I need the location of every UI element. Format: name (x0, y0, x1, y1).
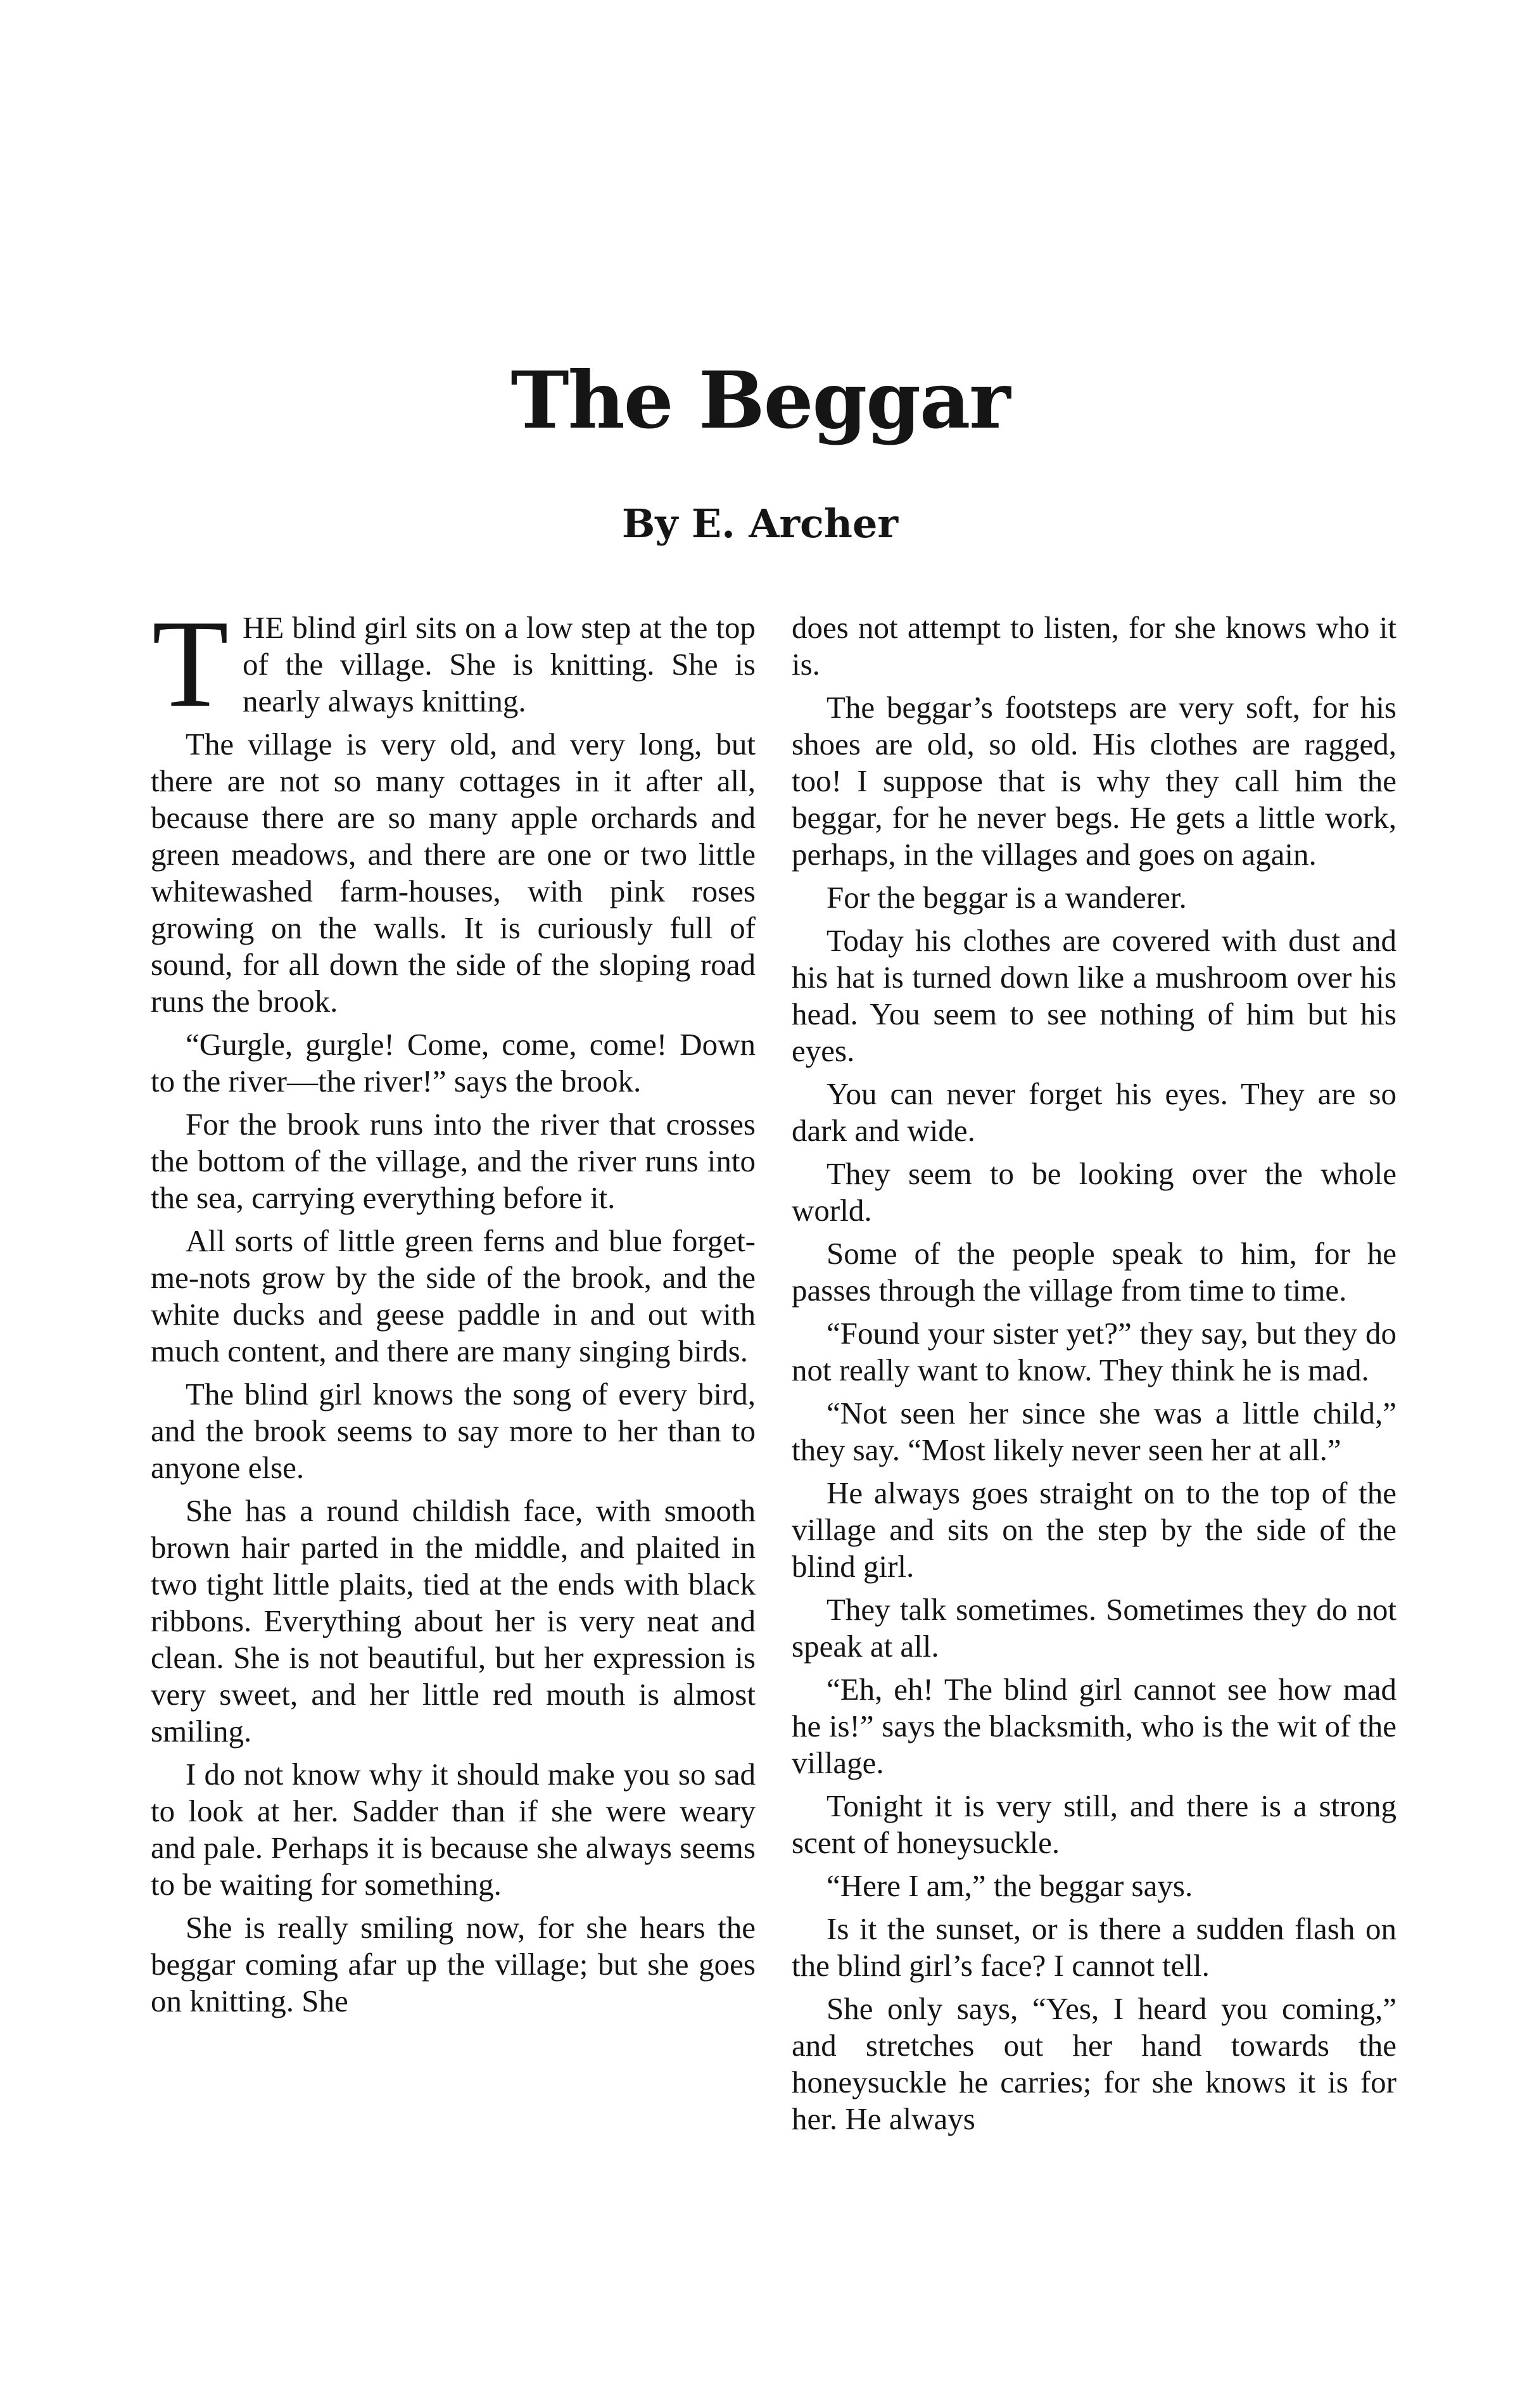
paragraph: “Gurgle, gurgle! Come, come, come! Down to the river—the river!” says the brook. (151, 1027, 756, 1099)
drop-cap: T (152, 594, 229, 733)
paragraph: You can never forget his eyes. They are so dark and wide. (792, 1076, 1396, 1148)
paragraph: All sorts of little green ferns and blue forget-me-nots grow by the side of the brook, and the white ducks and geese paddle in and out with much content, and there are many singing birds. (151, 1223, 756, 1368)
paragraph: Some of the people speak to him, for he passes through the village from time to time. (792, 1236, 1396, 1308)
paragraph: She only says, “Yes, I heard you coming,” and stretches out her hand towards the honeysuckle he carries; for she knows it is for her. He always (792, 1991, 1396, 2136)
paragraph: The village is very old, and very long, but there are not so many cottages in it after all, because there are so many apple orchards and green meadows, and there are one or two little whitewashed farm-houses, with pink roses growing on the walls. It is curiously full of sound, for all down the side of the sloping road runs the brook. (151, 727, 756, 1019)
paragraph: They talk sometimes. Sometimes they do not speak at all. (792, 1592, 1396, 1664)
continued-paragraph: does not attempt to listen, for she knows who it is. (792, 610, 1396, 682)
paragraph: Is it the sunset, or is there a sudden flash on the blind girl’s face? I cannot tell. (792, 1911, 1396, 1983)
left-column (151, 594, 756, 2026)
paragraph: Tonight it is very still, and there is a strong scent of honeysuckle. (792, 1788, 1396, 1860)
paragraph: For the brook runs into the river that crosses the bottom of the village, and the river runs into the sea, carrying everything before it. (151, 1107, 756, 1215)
paragraph: The blind girl knows the song of every bird, and the brook seems to say more to her than to anyone else. (151, 1377, 756, 1485)
paragraph: He always goes straight on to the top of the village and sits on the step by the side of the blind girl. (792, 1475, 1396, 1584)
article-title: The Beggar (510, 355, 1010, 447)
paragraph: She is really smiling now, for she hears the beggar coming afar up the village; but she goes on knitting. She (151, 1910, 756, 2018)
paragraph: For the beggar is a wanderer. (826, 880, 1187, 915)
article-byline: By E. Archer (621, 500, 899, 547)
paragraph: Today his clothes are covered with dust and his hat is turned down like a mushroom over his head. You seem to see nothing of him but his eyes. (792, 923, 1396, 1068)
opening-paragraph (151, 594, 756, 733)
paragraph: I do not know why it should make you so sad to look at her. Sadder than if she were weary and pale. Perhaps it is because she always seems to be waiting for something. (151, 1757, 756, 1902)
paragraph: “Not seen her since she was a little child,” they say. “Most likely never seen her at all.” (792, 1396, 1396, 1467)
paragraph: She has a round childish face, with smooth brown hair parted in the middle, and plaited in two tight little plaits, tied at the ends with black ribbons. Everything about her is very neat and clean. She is not beautiful, but her expression is very sweet, and her little red mouth is almost smiling. (151, 1493, 756, 1749)
paragraph: They seem to be looking over the whole world. (792, 1156, 1396, 1228)
paragraph: “Eh, eh! The blind girl cannot see how mad he is!” says the blacksmith, who is the wit of the village. (792, 1672, 1396, 1780)
paragraph: The beggar’s footsteps are very soft, for his shoes are old, so old. His clothes are ragged, too! I suppose that is why they call him the beggar, for he never begs. He gets a little work, perhaps, in the villages and goes on again. (792, 690, 1396, 872)
paragraph: “Here I am,” the beggar says. (826, 1868, 1193, 1903)
right-column (792, 609, 1396, 2144)
opening-paragraph-text: HE blind girl sits on a low step at the top of the village. She is knitting. She is nearly always knitting. (242, 610, 756, 718)
paragraph: “Found your sister yet?” they say, but they do not really want to know. They think he is mad. (792, 1316, 1396, 1387)
